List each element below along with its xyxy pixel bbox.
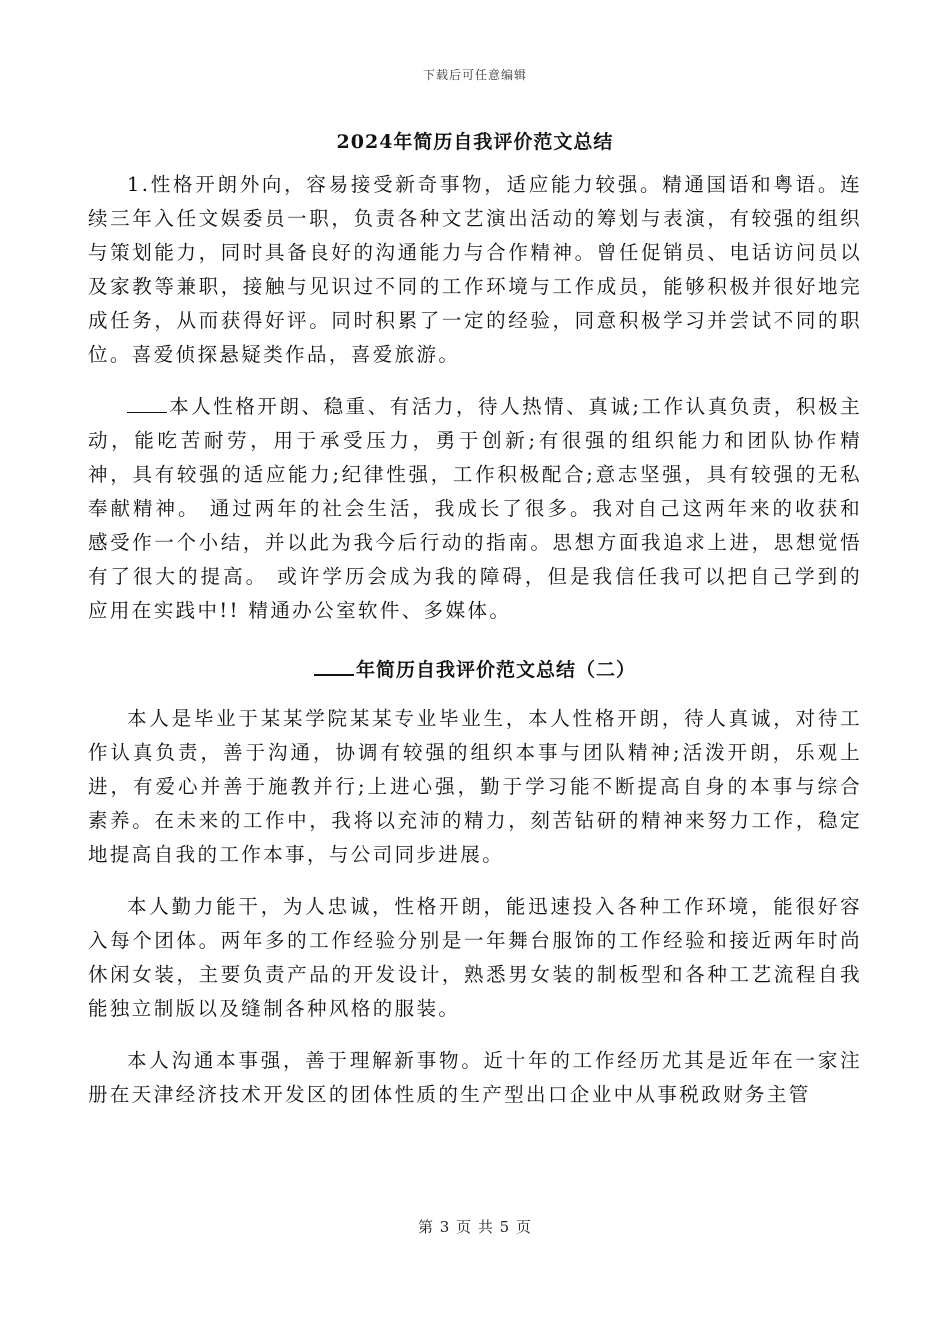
section-2-paragraph-1: 本人是毕业于某某学院某某专业毕业生，本人性格开朗，待人真诚，对待工作认真负责，善于沟通，协调有较强的组织本事与团队精神;活泼开朗，乐观上进，有爱心并善于施教并行;上进心强，勤于学习能不断提高自身的本事与综合素养。在未来的工作中，我将以充沛的精力，刻苦钻研的精神来努力工作，稳定地提高自我的工作本事，与公司同步进展。	[88, 707, 862, 866]
section-2-paragraph-3: 本人沟通本事强，善于理解新事物。近十年的工作经历尤其是近年在一家注册在天津经济技术开发区的团体性质的生产型出口企业中从事税政财务主管	[88, 1049, 862, 1106]
section-1-paragraph-2-text: 本人性格开朗、稳重、有活力，待人热情、真诚;工作认真负责，积极主动，能吃苦耐劳，用于承受压力，勇于创新;有很强的组织能力和团队协作精神，具有较强的适应能力;纪律性强，工作积极配合;意志坚强，具有较强的无私奉献精神。 通过两年的社会生活，我成长了很多。我对自己这两年来的收获和感受作一个小结，并以此为我今后行动的指南。思想方面我追求上进，思想觉悟有了很大的提高。 或许学历会成为我的障碍，但是我信任我可以把自己学到的应用在实践中!! 精通办公室软件、多媒体。	[88, 395, 862, 622]
section-2-paragraph-2: 本人勤力能干，为人忠诚，性格开朗，能迅速投入各种工作环境，能很好容入每个团体。两年多的工作经验分别是一年舞台服饰的工作经验和接近两年时尚休闲女装，主要负责产品的开发设计，熟悉男女装的制板型和各种工艺流程自我能独立制版以及缝制各种风格的服装。	[88, 895, 862, 1020]
document-content	[88, 122, 862, 1130]
section-2-title-text: 年简历自我评价范文总结（二）	[355, 659, 636, 681]
title-fill-in-blank	[314, 673, 354, 676]
fill-in-blank	[127, 411, 167, 413]
page-indicator: 第 3 页 共 5 页	[418, 1218, 532, 1236]
header-note: 下载后可任意编辑	[422, 68, 527, 82]
section-1-paragraph-2	[88, 390, 862, 628]
section-1-title: 2024年简历自我评价范文总结	[336, 131, 614, 153]
section-2-title	[88, 650, 862, 690]
section-1-paragraph-1: 1.性格开朗外向，容易接受新奇事物，适应能力较强。精通国语和粤语。连续三年入任文娱委员一职，负责各种文艺演出活动的筹划与表演，有较强的组织与策划能力，同时具备良好的沟通能力与合作精神。曾任促销员、电话访问员以及家教等兼职，接触与见识过不同的工作环境与工作成员，能够积极并很好地完成任务，从而获得好评。同时积累了一定的经验，同意积极学习并尝试不同的职位。喜爱侦探悬疑类作品，喜爱旅游。	[88, 173, 862, 366]
